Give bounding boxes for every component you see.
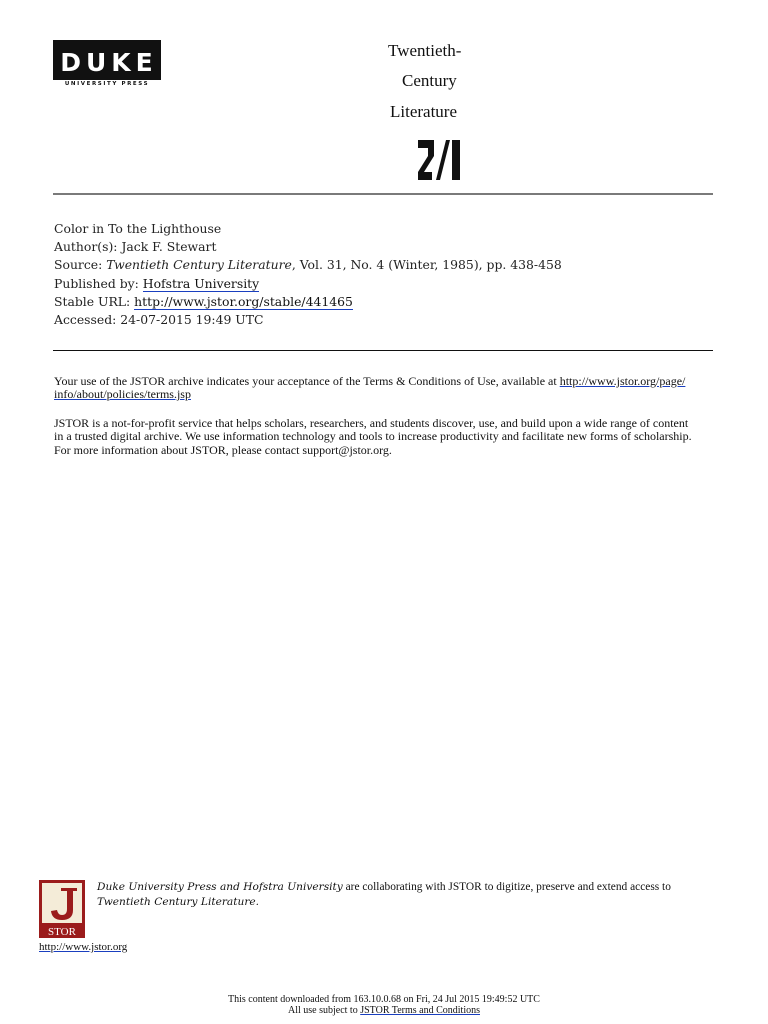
- terms-notice-text: Your use of the JSTOR archive indicates your acceptance of the Terms & Conditions of Use, available at: [54, 374, 557, 388]
- about-line-2: in a trusted digital archive. We use information technology and tools to increase productivity and facilitate new forms of scholarship.: [54, 429, 692, 444]
- jstor-terms-link[interactable]: JSTOR Terms and Conditions: [360, 1005, 480, 1016]
- source-label: Source:: [54, 257, 103, 273]
- accessed-line: [54, 311, 562, 329]
- terms-url-link-part2[interactable]: info/about/policies/terms.jsp: [54, 387, 191, 402]
- jstor-home-link[interactable]: http://www.jstor.org: [39, 941, 128, 953]
- journal-masthead-line1: Twentieth-: [388, 41, 462, 60]
- citation-divider: [53, 350, 713, 351]
- duke-university-press-logo: [53, 40, 161, 88]
- stable-url-line: [54, 293, 562, 311]
- about-line-1: JSTOR is a not-for-profit service that helps scholars, researchers, and students discover, use, and build upon a wide range of content: [54, 416, 689, 430]
- author-label: Author(s):: [54, 239, 118, 255]
- accessed-date: 24-07-2015 19:49 UTC: [120, 312, 264, 328]
- terms-notice: [54, 375, 714, 402]
- publisher-link[interactable]: Hofstra University: [142, 275, 260, 291]
- jstor-about-notice: [54, 417, 714, 457]
- header-divider: [53, 193, 713, 195]
- source-details: , Vol. 31, No. 4 (Winter, 1985), pp. 438-458: [291, 257, 562, 273]
- accessed-label: Accessed:: [54, 312, 117, 328]
- duke-logo-word: DUKE: [60, 48, 158, 77]
- article-title: Color in To the Lighthouse: [54, 221, 222, 236]
- stable-url-link[interactable]: http://www.jstor.org/stable/441465: [134, 293, 353, 309]
- publisher-line: [54, 275, 562, 293]
- download-info: This content downloaded from 163.10.0.68 on Fri, 24 Jul 2015 19:49:52 UTC: [228, 994, 540, 1005]
- jstor-url: [39, 941, 127, 953]
- jstor-logo-icon: [39, 880, 85, 938]
- source-line: [54, 256, 562, 274]
- collaboration-notice: [97, 880, 717, 910]
- terms-footer: [0, 1005, 768, 1017]
- publisher-label: Published by:: [54, 275, 139, 291]
- tcl-journal-logo-icon: [416, 138, 462, 182]
- duke-logo-subtitle: UNIVERSITY PRESS: [64, 81, 150, 87]
- terms-url-link-part1[interactable]: http://www.jstor.org/page/: [559, 374, 686, 388]
- about-line-3: For more information about JSTOR, please contact support@jstor.org.: [54, 442, 392, 457]
- collaboration-text: are collaborating with JSTOR to digitize, preserve and extend access to: [342, 881, 671, 893]
- journal-masthead-line2: Century: [402, 71, 457, 90]
- stable-url-label: Stable URL:: [54, 293, 131, 309]
- journal-masthead-line3: Literature: [390, 102, 458, 121]
- source-journal: Twentieth Century Literature: [106, 257, 292, 273]
- collaboration-journal: Twentieth Century Literature.: [97, 895, 260, 908]
- collaboration-partners: Duke University Press and Hofstra University: [97, 881, 343, 893]
- citation-block: [54, 220, 562, 329]
- terms-footer-prefix: All use subject to: [288, 1005, 361, 1016]
- author-name: Jack F. Stewart: [121, 239, 217, 255]
- jstor-logo-label: STOR: [48, 926, 76, 938]
- author-line: [54, 238, 562, 256]
